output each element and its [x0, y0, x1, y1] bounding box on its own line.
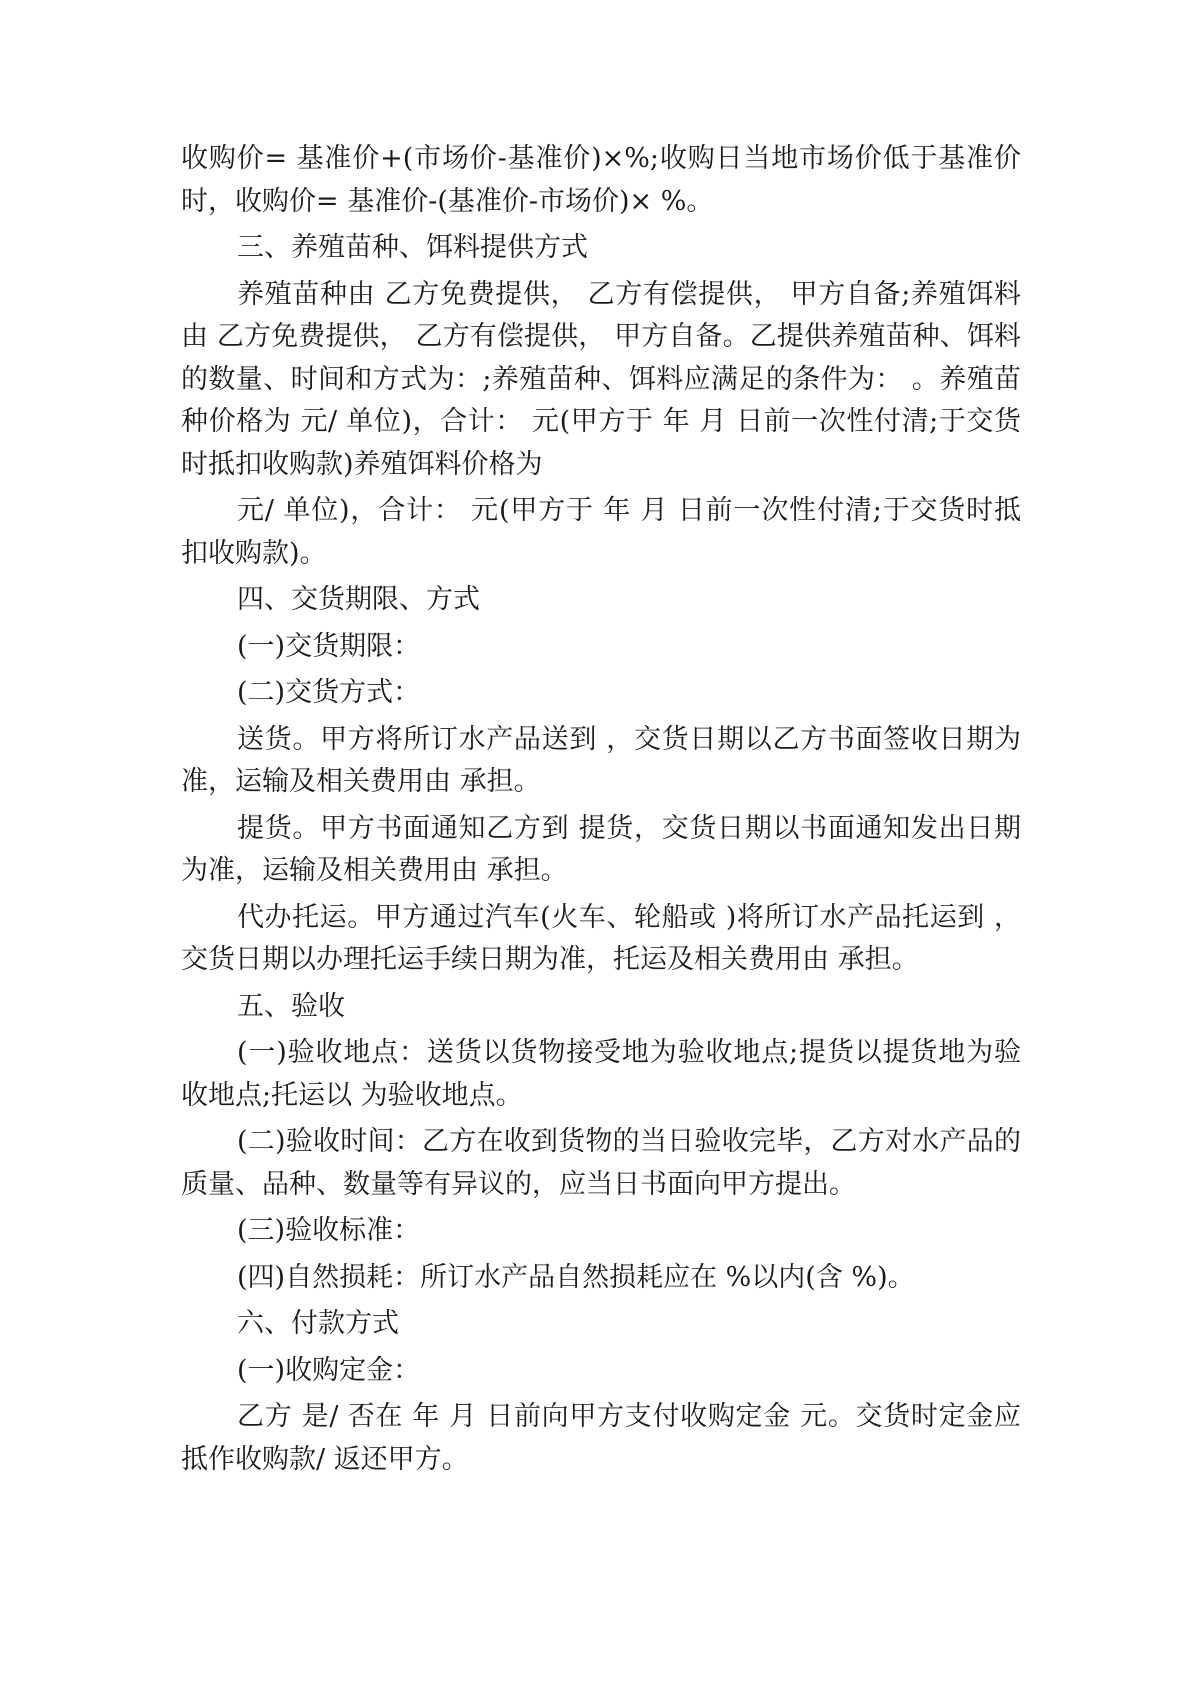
section-heading-6: 六、付款方式 — [237, 1308, 399, 1339]
paragraph-deposit: 乙方 是/ 否在 年 月 日前向甲方支付收购定金 元。交货时定金应抵作收购款/ 返还甲方。 — [181, 1401, 1021, 1475]
paragraph-seed-feed-supply: 养殖苗种由 乙方免费提供， 乙方有偿提供， 甲方自备;养殖饵料由 乙方免费提供， 乙方有偿提供， 甲方自备。乙提供养殖苗种、饵料的数量、时间和方式为：;养殖苗种、饵料应满足的条件为： 。养殖苗种价格为 元/ 单位)，合计： 元(甲方于 年 月 日前一次性付清;于交货时抵扣收购款)养殖饵料价格为 — [181, 278, 1021, 480]
subheading-inspection-standard: (三)验收标准： — [237, 1215, 421, 1246]
paragraph-pickup: 提货。甲方书面通知乙方到 提货，交货日期以书面通知发出日期为准，运输及相关费用由 承担。 — [181, 812, 1021, 886]
section-heading-3: 三、养殖苗种、饵料提供方式 — [237, 232, 588, 263]
paragraph-inspection-time: (二)验收时间：乙方在收到货物的当日验收完毕，乙方对水产品的质量、品种、数量等有异议的，应当日书面向甲方提出。 — [181, 1126, 1021, 1200]
section-heading-4: 四、交货期限、方式 — [237, 584, 480, 615]
paragraph-natural-loss: (四)自然损耗：所订水产品自然损耗应在 %以内(含 %)。 — [237, 1261, 915, 1293]
paragraph-price-formula: 收购价= 基准价+(市场价-基准价)×%;收购日当地市场价低于基准价时，收购价= 基准价-(基准价-市场价)× %。 — [181, 143, 1021, 217]
paragraph-delivery: 送货。甲方将所订水产品送到 ，交货日期以乙方书面签收日期为准，运输及相关费用由 承担。 — [181, 723, 1021, 797]
subheading-deposit: (一)收购定金： — [237, 1354, 421, 1386]
paragraph-consignment: 代办托运。甲方通过汽车(火车、轮船或 )将所订水产品托运到 ，交货日期以办理托运手续日期为准，托运及相关费用由 承担。 — [181, 901, 1021, 975]
subheading-delivery-method: (二)交货方式： — [237, 677, 421, 708]
paragraph-inspection-place: (一)验收地点：送货以货物接受地为验收地点;提货以提货地为验收地点;托运以 为验收地点。 — [181, 1037, 1021, 1111]
paragraph-feed-price: 元/ 单位)，合计： 元(甲方于 年 月 日前一次性付清;于交货时抵扣收购款)。 — [181, 495, 1021, 569]
subheading-delivery-period: (一)交货期限： — [237, 630, 421, 662]
section-heading-5: 五、验收 — [237, 990, 345, 1022]
document-body — [181, 138, 1021, 1481]
